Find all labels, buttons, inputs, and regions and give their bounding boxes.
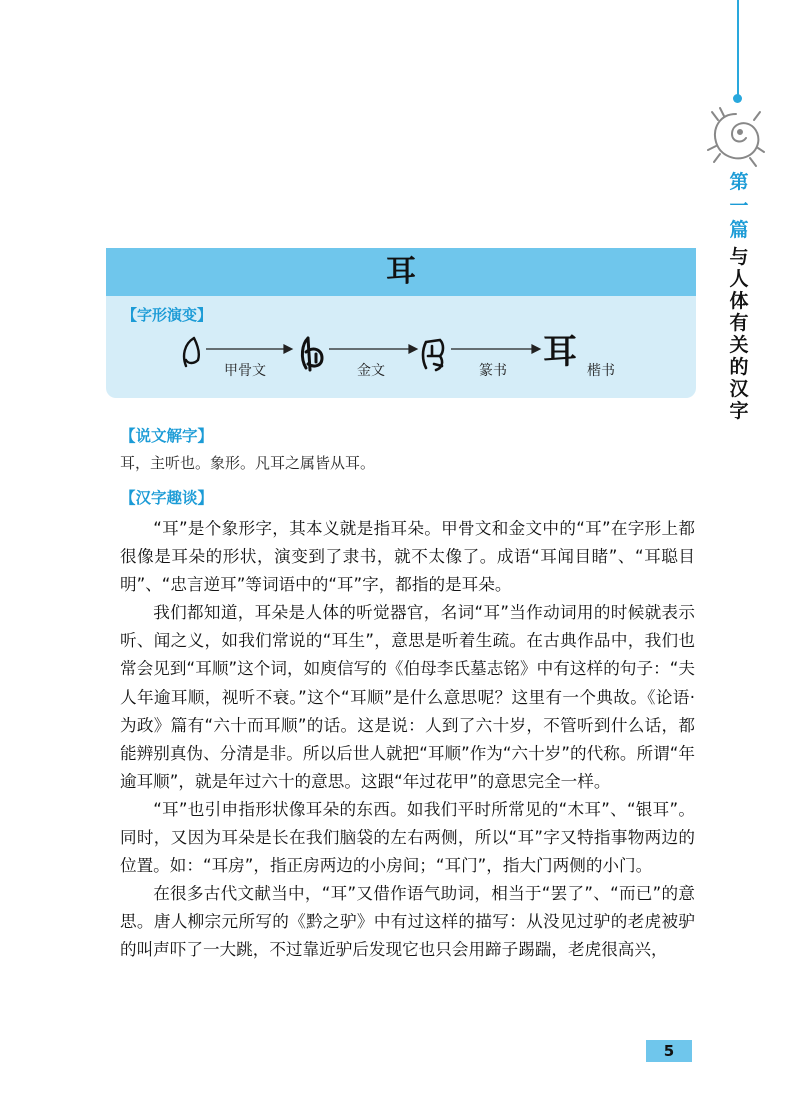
dragon-ornament-icon xyxy=(706,106,766,168)
regular-script-glyph: 耳 xyxy=(543,332,577,372)
sidebar-line xyxy=(737,0,739,98)
stage-label-seal: 篆书 xyxy=(479,363,507,379)
bronze-ear-glyph xyxy=(298,334,328,374)
article-paragraph: “耳”是个象形字，其本义就是指耳朵。甲骨文和金文中的“耳”在字形上都很像是耳朵的形状，演变到了隶书，就不太像了。成语“耳闻目睹”、“耳聪目明”、“忠言逆耳”等词语中的“耳”字，都指的是耳朵。 xyxy=(120,519,695,595)
sidebar-dot xyxy=(733,94,742,103)
article-paragraph: 在很多古代文献当中，“耳”又借作语气助词，相当于“罢了”、“而已”的意思。唐人柳宗元所写的《黔之驴》中有过这样的描写：从没见过驴的老虎被驴的叫声吓了一大跳，不过靠近驴后发现它也只会用蹄子踢踹，老虎很高兴， xyxy=(120,884,695,960)
part-label: 第一篇 xyxy=(729,171,749,241)
shuowen-text: 耳，主听也。象形。凡耳之属皆从耳。 xyxy=(120,454,376,472)
stage-label-oracle: 甲骨文 xyxy=(224,363,266,379)
stage-label-bronze: 金文 xyxy=(357,363,385,379)
evolution-label: 【字形演变】 xyxy=(122,306,213,324)
article-paragraph: 我们都知道，耳朵是人体的听觉器官，名词“耳”当作动词用的时候就表示听、闻之义，如我们常说的“耳生”，意思是听着生疏。在古典作品中，我们也常会见到“耳顺”这个词，如庾信写的《伯母李氏墓志铭》中有这样的句子：“夫人年逾耳顺，视听不衰。”这个“耳顺”是什么意思呢？这里有一个典故。《论语·为政》篇有“六十而耳顺”的话。这是说：人到了六十岁，不管听到什么话，都能辨别真伪、分清是非。所以后世人就把“耳顺”作为“六十岁”的代称。所谓“年逾耳顺”，就是年过六十的意思。这跟“年过花甲”的意思完全一样。 xyxy=(120,603,695,791)
part-title: 与人体有关的汉字 xyxy=(729,246,749,422)
shuowen-title: 【说文解字】 xyxy=(120,427,214,445)
article-paragraph: “耳”也引申指形状像耳朵的东西。如我们平时所常见的“木耳”、“银耳”。同时，又因为耳朵是长在我们脑袋的左右两侧，所以“耳”字又特指事物两边的位置。如：“耳房”，指正房两边的小房间；“耳门”，指大门两侧的小门。 xyxy=(120,799,695,876)
stage-label-regular: 楷书 xyxy=(587,363,615,379)
oracle-bone-ear-glyph xyxy=(180,336,202,370)
character-box xyxy=(106,248,696,398)
page-number: 5 xyxy=(646,1040,692,1062)
character-title: 耳 xyxy=(106,248,696,296)
article-title: 【汉字趣谈】 xyxy=(120,489,214,507)
seal-ear-glyph xyxy=(420,336,448,372)
article-body xyxy=(120,515,695,965)
